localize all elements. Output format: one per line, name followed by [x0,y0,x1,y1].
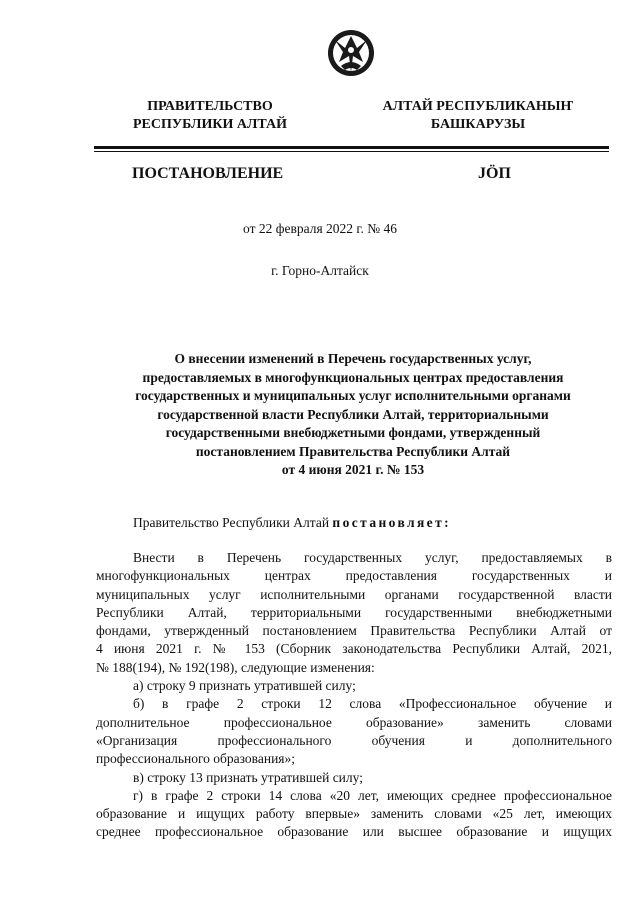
body-line: фондами, утвержденный постановлением Правительства Республики Алтай от [96,623,612,639]
document-title [96,350,610,480]
enacting-clause-verb: постановляет: [332,515,451,530]
body-line: многофункциональных центрах предоставления государственных и [96,568,612,584]
body-line: а) строку 9 признать утратившей силу; [133,678,356,694]
header-left-line-1: ПРАВИТЕЛЬСТВО [147,99,273,114]
header-left [100,98,320,134]
body-line: № 188(194), № 192(198), следующие изменения: [96,659,375,675]
document-city: г. Горно-Алтайск [271,263,369,278]
body-line: б) в графе 2 строки 12 слова «Профессиональное обучение и [133,696,612,712]
body-line: муниципальных услуг исполнительными органами государственной власти [96,586,612,602]
enacting-clause-text: Правительство Республики Алтай [133,515,333,530]
document-body [96,549,612,842]
title-line: государственными внебюджетными фондами, утвержденный [165,425,541,440]
altai-republic-emblem-icon [327,28,375,78]
body-line: в) строку 13 признать утратившей силу; [133,769,363,785]
header-divider-thick [94,146,609,149]
enacting-clause [133,515,451,531]
body-line: профессионального образования»; [96,751,295,767]
doc-type-russian: ПОСТАНОВЛЕНИЕ [132,165,284,182]
header-right-line-1: АЛТАЙ РЕСПУБЛИКАНЫҤ [382,99,574,114]
body-line: дополнительное профессиональное образование» заменить словами [96,714,612,730]
header-left-line-2: РЕСПУБЛИКИ АЛТАЙ [132,117,288,132]
body-line: г) в графе 2 строки 14 слова «20 лет, имеющих среднее профессиональное [133,787,612,803]
title-line: от 4 июня 2021 г. № 153 [281,462,425,477]
body-line: Республики Алтай, территориальными государственными внебюджетными [96,604,612,620]
body-line: среднее профессиональное образование или высшее образование и ищущих [96,824,612,840]
body-line: «Организация профессионального обучения и дополнительного [96,732,612,748]
title-line: постановлением Правительства Республики Алтай [195,443,511,459]
title-line: государственных и муниципальных услуг исполнительными органами [135,388,571,403]
document-date: от 22 февраля 2022 г. № 46 [243,221,397,236]
body-line: Внести в Перечень государственных услуг, предоставляемых в [133,550,612,565]
header-divider-thin [94,151,609,152]
header-right-line-2: БАШКАРУЗЫ [430,117,526,132]
body-line: образование и ищущих работу впервые» заменить словами «25 лет, имеющих [96,806,612,822]
title-line: О внесении изменений в Перечень государственных услуг, [174,351,532,366]
body-line: 4 июня 2021 г. № 153 (Сборник законодательства Республики Алтай, 2021, [96,641,612,657]
title-line: государственной власти Республики Алтай, территориальными [157,406,549,422]
title-line: предоставляемых в многофункциональных центрах предоставления [142,369,564,385]
doc-type-altai: JÖП [478,165,511,182]
header-right [378,98,578,134]
